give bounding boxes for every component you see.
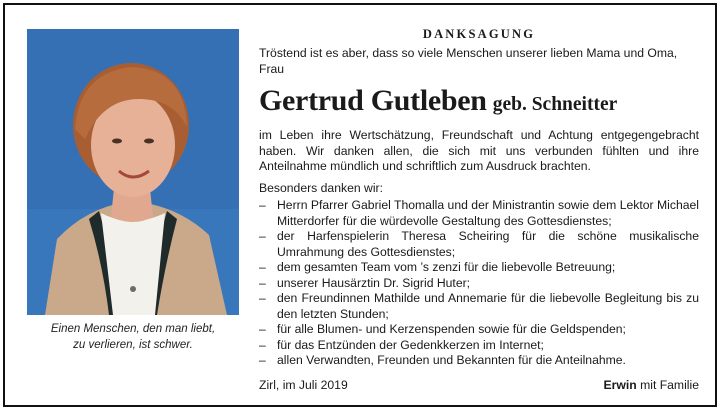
portrait-photo [27,29,239,315]
thanks-item-text: für alle Blumen- und Kerzenspenden sowie für die Geldspenden; [277,322,626,336]
thanks-item-text: Herrn Pfarrer Gabriel Thomalla und der Ministrantin sowie dem Lektor Michael Mitterdorfer für die würdevolle Gestaltung des Gottesdienstes; [277,198,699,228]
thanks-item-text: der Harfenspielerin Theresa Scheiring für die schöne musikalische Umrahmung des Gottesdienstes; [277,229,699,259]
thanks-item-text: den Freundinnen Mathilde und Annemarie für die liebevolle Begleitung bis zu den letzten Stunden; [277,291,699,321]
thanks-item [259,276,699,292]
thanks-item [259,291,699,322]
dash-bullet: – [259,198,266,212]
notice-heading: DANKSAGUNG [422,27,536,41]
thanks-item-text: für das Entzünden der Gedenkkerzen im Internet; [277,337,544,352]
thanks-item-text: dem gesamten Team vom ’s zenzi für die liebevolle Betreuung; [277,260,616,274]
thanks-item-text: allen Verwandten, Freunden und Bekannten für die Anteilnahme. [277,353,626,367]
thanks-item [259,322,699,338]
thanks-item [259,198,699,229]
obituary-notice [3,3,717,407]
dash-bullet: – [259,337,266,352]
dash-bullet: – [259,275,266,290]
memorial-quote-line-2: zu verlieren, ist schwer. [73,339,193,351]
thanks-item [259,260,699,276]
place-and-date: Zirl, im Juli 2019 [259,378,348,392]
thanks-item [259,338,699,354]
thanks-item [259,229,699,260]
dash-bullet: – [259,229,266,243]
signature [604,378,700,394]
intro-text: Tröstend ist es aber, dass so viele Menschen unserer lieben Mama und Oma, Frau [259,46,678,76]
dash-bullet: – [259,353,266,367]
dash-bullet: – [259,322,266,336]
thanks-item [259,353,699,369]
thanks-item-text: unserer Hausärztin Dr. Sigrid Huter; [277,275,471,290]
portrait-illustration [27,29,239,315]
dash-bullet: – [259,260,266,274]
thanks-intro: Besonders danken wir: [259,181,383,195]
birth-name: geb. Schneitter [492,94,618,115]
signer-name: Erwin [603,378,637,392]
body-text: im Leben ihre Wertschätzung, Freundschaft und Achtung entgegengebracht haben. Wir danken allen, die sich mit uns verbunden fühlten und ihre Anteilnahme mündlich und schriftlich zum Ausdruck brachten. [259,128,699,173]
thanks-list [259,198,699,369]
dash-bullet: – [259,291,266,305]
deceased-name: Gertrud Gutleben [259,84,487,117]
memorial-quote [27,321,239,353]
memorial-quote-line-1: Einen Menschen, den man liebt, [50,323,216,335]
deceased-name-line [259,84,699,118]
signer-suffix: mit Familie [640,378,699,392]
